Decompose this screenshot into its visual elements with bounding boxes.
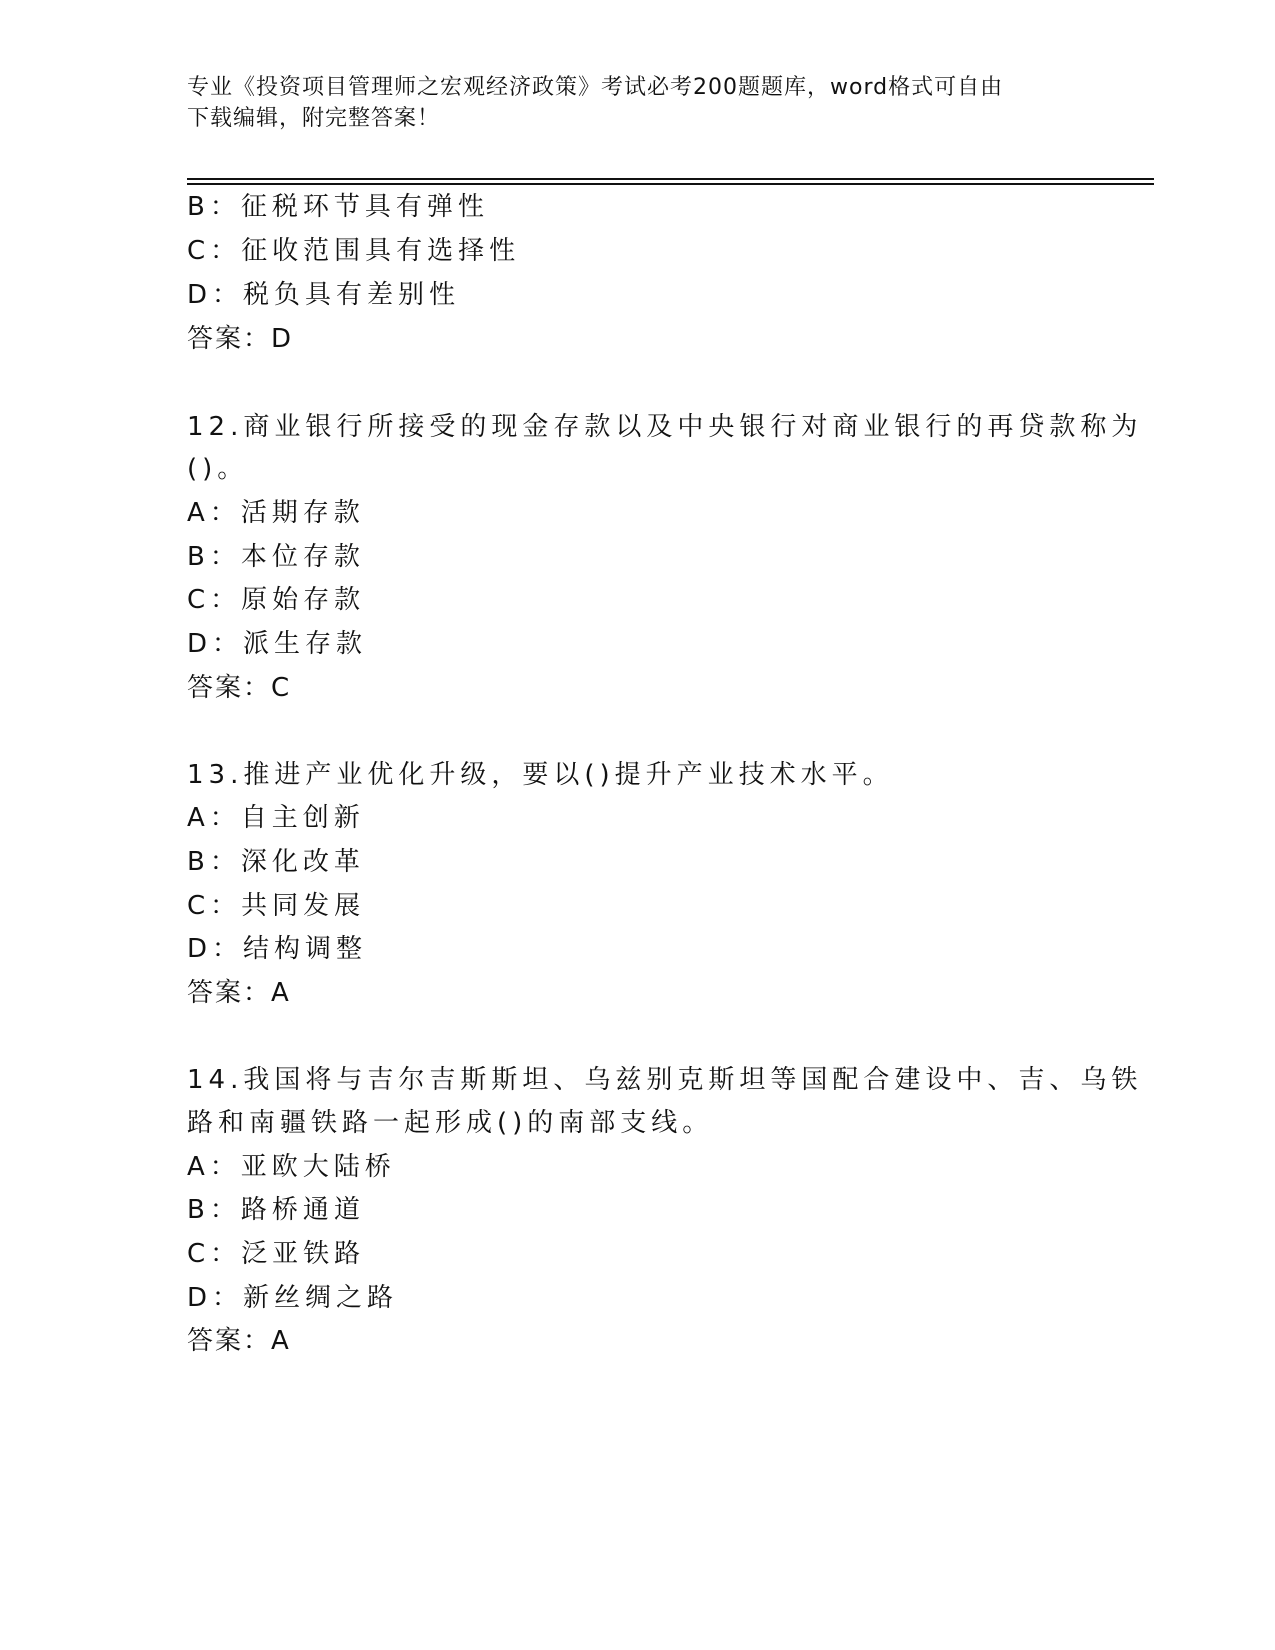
- header-divider-top: [187, 178, 1154, 180]
- q14-stem-line-1: 14.我国将与吉尔吉斯斯坦、乌兹别克斯坦等国配合建设中、吉、乌铁: [187, 1065, 1143, 1095]
- q11-option-c: C：征收范围具有选择性: [187, 236, 521, 266]
- q12-option-c: C：原始存款: [187, 585, 366, 615]
- header-line-2: 下载编辑，附完整答案！: [187, 106, 441, 131]
- document-header: [187, 72, 1087, 134]
- q12-stem-line-2: ()。: [187, 454, 249, 484]
- q12-answer: 答案：C: [187, 673, 292, 703]
- q14-option-d: D：新丝绸之路: [187, 1283, 399, 1313]
- q13-option-b: B：深化改革: [187, 847, 365, 877]
- q11-option-b: B：征税环节具有弹性: [187, 192, 489, 222]
- q13-stem-line-1: 13.推进产业优化升级，要以()提升产业技术水平。: [187, 760, 894, 790]
- q13-answer: 答案：A: [187, 978, 291, 1008]
- q12-option-d: D：派生存款: [187, 629, 368, 659]
- q14-option-c: C：泛亚铁路: [187, 1239, 366, 1269]
- q14-answer: 答案：A: [187, 1326, 291, 1356]
- q13-option-c: C：共同发展: [187, 891, 366, 921]
- q11-option-d: D：税负具有差别性: [187, 280, 461, 310]
- q12-option-b: B：本位存款: [187, 542, 365, 572]
- q11-answer: 答案：D: [187, 324, 294, 354]
- q14-option-a: A：亚欧大陆桥: [187, 1152, 396, 1182]
- header-line-1: 专业《投资项目管理师之宏观经济政策》考试必考200题题库，word格式可自由: [187, 75, 1004, 100]
- q13-option-a: A：自主创新: [187, 803, 365, 833]
- q12-stem-line-1: 12.商业银行所接受的现金存款以及中央银行对商业银行的再贷款称为: [187, 412, 1143, 442]
- q14-stem-line-2: 路和南疆铁路一起形成()的南部支线。: [187, 1108, 714, 1138]
- q12-option-a: A：活期存款: [187, 498, 365, 528]
- header-divider-bottom: [187, 183, 1154, 185]
- q14-option-b: B：路桥通道: [187, 1195, 365, 1225]
- q13-option-d: D：结构调整: [187, 934, 368, 964]
